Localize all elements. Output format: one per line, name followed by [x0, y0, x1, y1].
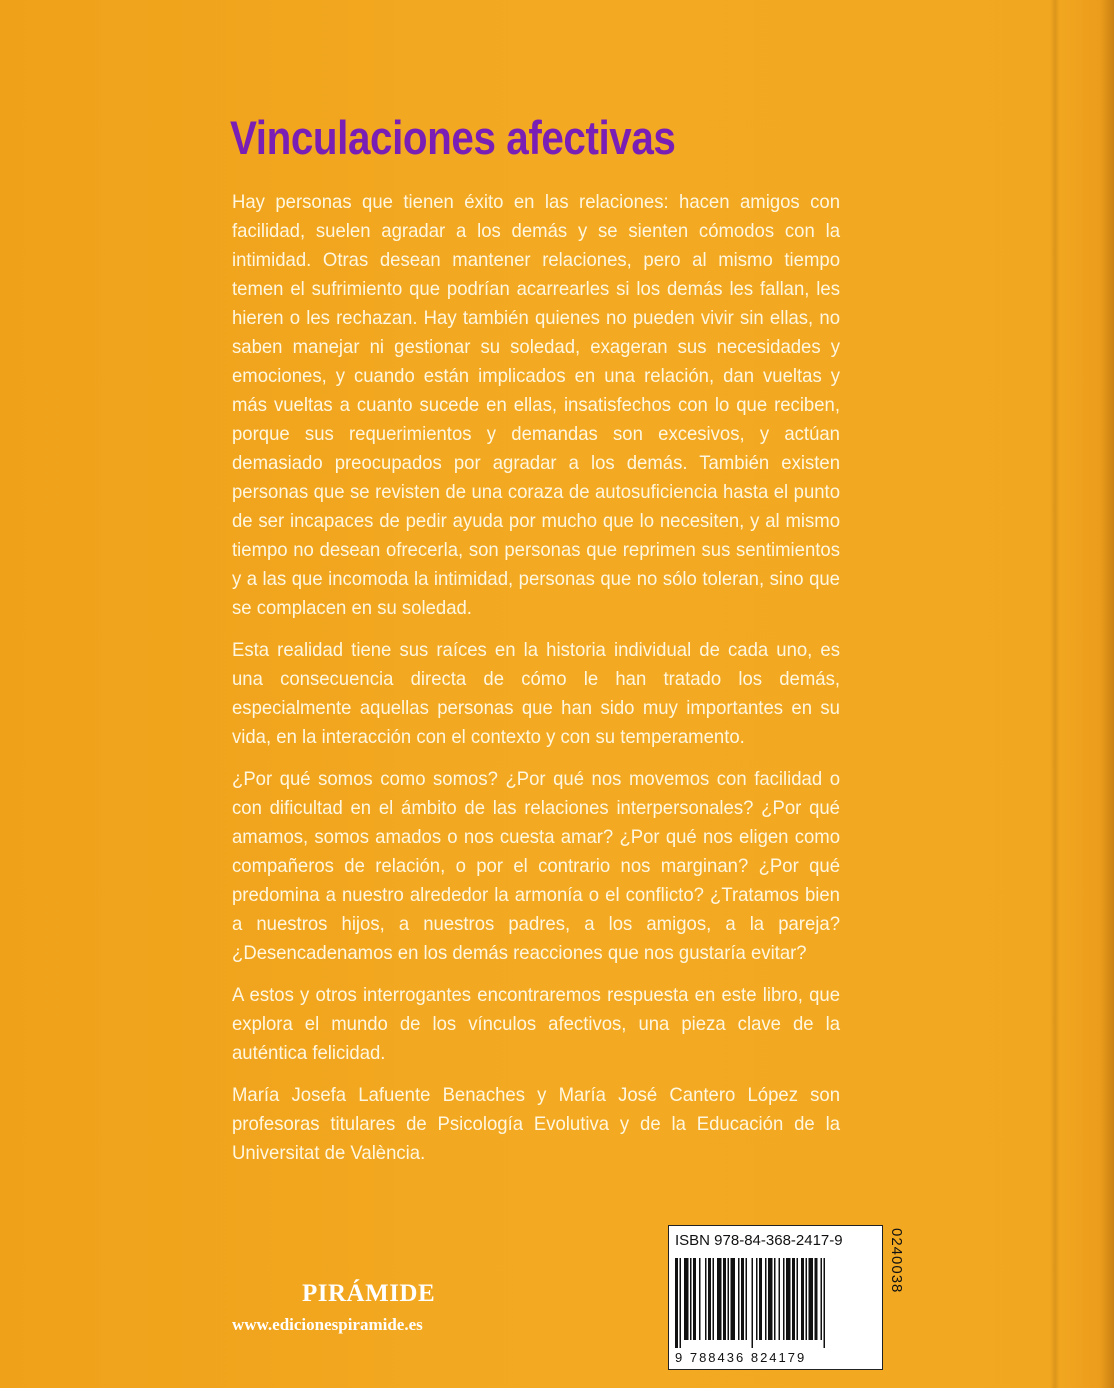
barcode-bar	[705, 1258, 707, 1340]
barcode-bar	[746, 1258, 748, 1340]
barcode-bar	[809, 1258, 814, 1340]
barcode-bar	[797, 1258, 799, 1340]
barcode-bar	[768, 1258, 773, 1340]
blurb-paragraph-3: ¿Por qué somos como somos? ¿Por qué nos movemos con facilidad o con dificultad en el ámbito de las relaciones interpersonales? ¿Por qué amamos, somos amados o nos cuesta amar? ¿Por qué nos eligen como compañeros de relación, o por el contrario nos marginan? ¿Por qué predomina a nuestro alrededor la armonía o el conflicto? ¿Tratamos bien a nuestros hijos, a nuestros padres, a los amigos, a la pareja? ¿Desencadenamos en los demás reacciones que nos gustaría evitar?	[232, 768, 840, 964]
book-title: Vinculaciones afectivas	[230, 111, 676, 164]
barcode-bar	[783, 1258, 785, 1340]
barcode-digits: 9 788436 824179	[675, 1350, 807, 1365]
barcode-bar	[752, 1258, 754, 1348]
blurb	[232, 188, 840, 1181]
barcode-bar	[786, 1258, 791, 1340]
barcode-bar	[801, 1258, 804, 1340]
barcode-bar	[792, 1258, 795, 1340]
publisher-logo: PIRÁMIDE	[302, 1280, 436, 1307]
barcode-bar	[708, 1258, 711, 1340]
barcode-bar	[756, 1258, 758, 1340]
isbn-label: ISBN 978-84-368-2417-9	[675, 1232, 843, 1249]
barcode-bar	[759, 1258, 762, 1340]
barcode-bar	[774, 1258, 776, 1340]
barcode-bar	[723, 1258, 726, 1340]
side-code	[888, 1228, 908, 1378]
barcode-box	[668, 1225, 883, 1370]
barcode-bar	[815, 1258, 818, 1340]
barcode-bar	[738, 1258, 740, 1340]
barcode-bar	[680, 1258, 682, 1348]
blurb-paragraph-1: Hay personas que tienen éxito en las relaciones: hacen amigos con facilidad, suelen agradar a los demás y se sienten cómodos con la intimidad. Otras desean mantener relaciones, pero al mismo tiempo temen el sufrimiento que podrían acarrearles si los demás les fallan, les hieren o les rechazan. Hay también quienes no pueden vivir sin ellas, no saben manejar ni gestionar su soledad, exageran sus necesidades y emociones, y cuando están implicados en una relación, dan vueltas y más vueltas a cuanto sucede en ellas, insatisfechos con lo que reciben, porque sus requerimientos y demandas son excesivos, y actúan demasiado preocupados por agradar a los demás. También existen personas que se revisten de una coraza de autosuficiencia hasta el punto de ser incapaces de pedir ayuda por mucho que lo necesiten, y al mismo tiempo no desean ofrecerla, son personas que reprimen sus sentimientos y a las que incomoda la intimidad, personas que no sólo toleran, sino que se complacen en su soledad.	[232, 191, 840, 619]
barcode-bar	[806, 1258, 808, 1340]
barcode-bar	[728, 1258, 730, 1340]
barcode-bar	[693, 1258, 696, 1340]
barcode-bar	[690, 1258, 692, 1340]
barcode-bar	[824, 1258, 826, 1348]
author-bio: María Josefa Lafuente Benaches y María José Cantero López son profesoras titulares de Psicología Evolutiva y de la Educación de la Universitat de València.	[232, 1084, 840, 1164]
barcode-bar	[717, 1258, 722, 1340]
blurb-paragraph-4: A estos y otros interrogantes encontraremos respuesta en este libro, que explora el mundo de los vínculos afectivos, una pieza clave de la auténtica felicidad.	[232, 984, 840, 1064]
blurb-paragraph-2: Esta realidad tiene sus raíces en la historia individual de cada uno, es una consecuencia directa de cómo le han tratado los demás, especialmente aquellas personas que han sido muy importantes en su vida, en la interacción con el contexto y con su temperamento.	[232, 639, 840, 748]
side-code-text: 0240038	[888, 1228, 905, 1294]
barcode-bar	[684, 1258, 689, 1340]
barcode-bar	[765, 1258, 767, 1340]
barcode-bar	[675, 1258, 678, 1348]
barcode-bar	[821, 1258, 823, 1340]
cover-fold	[1050, 0, 1060, 1388]
barcode-bar	[731, 1258, 736, 1340]
publisher-url: www.edicionespiramide.es	[232, 1315, 423, 1334]
barcode-bar	[699, 1258, 701, 1340]
barcode-bar	[713, 1258, 715, 1340]
cover-edge	[1100, 0, 1114, 1388]
barcode-bar	[779, 1258, 781, 1340]
barcode-bar	[741, 1258, 744, 1340]
barcode-icon	[675, 1258, 875, 1348]
